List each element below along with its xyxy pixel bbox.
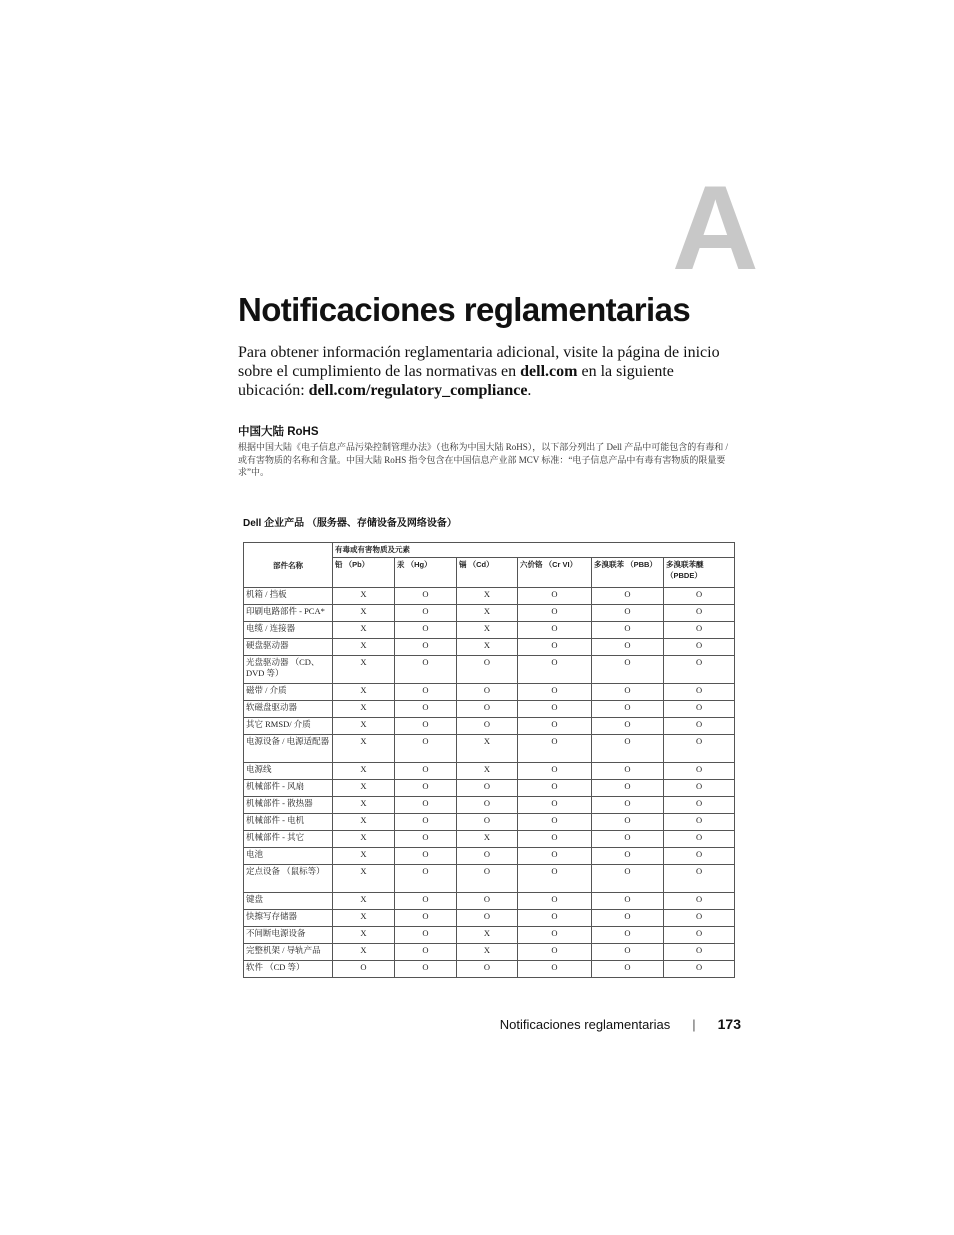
table-row — [244, 910, 735, 927]
part-name-cell: 机械部件 - 其它 — [244, 831, 333, 848]
substance-value-cell: O — [664, 944, 735, 961]
substance-value-cell: X — [457, 944, 518, 961]
substance-value-cell: O — [457, 961, 518, 978]
table-row — [244, 701, 735, 718]
part-name-cell: 机箱 / 挡板 — [244, 588, 333, 605]
substance-value-cell: X — [457, 735, 518, 763]
substance-value-cell: O — [664, 639, 735, 656]
substance-value-cell: O — [664, 910, 735, 927]
substance-value-cell: O — [592, 639, 664, 656]
substance-value-cell: O — [592, 927, 664, 944]
substance-value-cell: X — [457, 622, 518, 639]
substance-value-cell: O — [592, 831, 664, 848]
substance-value-cell: O — [592, 893, 664, 910]
substance-value-cell: O — [457, 656, 518, 684]
intro-text-1: Para obtener información reglamentaria adicional, visite la página de inicio sobre el cumplimiento de las normativas en — [238, 344, 720, 380]
substance-value-cell: X — [333, 944, 395, 961]
part-name-cell: 机械部件 - 风扇 — [244, 780, 333, 797]
substance-value-cell: X — [457, 927, 518, 944]
substance-value-cell: X — [457, 831, 518, 848]
substance-value-cell: X — [333, 701, 395, 718]
table-row — [244, 718, 735, 735]
substance-value-cell: O — [664, 865, 735, 893]
substance-value-cell: X — [333, 735, 395, 763]
substance-value-cell: O — [518, 848, 592, 865]
page-title: Notificaciones reglamentarias — [238, 291, 691, 328]
substance-value-cell: O — [457, 797, 518, 814]
substance-value-cell: O — [457, 848, 518, 865]
substance-value-cell: O — [518, 780, 592, 797]
substance-value-cell: O — [664, 893, 735, 910]
substance-value-cell: X — [333, 763, 395, 780]
substance-value-cell: O — [664, 763, 735, 780]
substance-value-cell: O — [518, 910, 592, 927]
substance-value-cell: X — [333, 684, 395, 701]
substance-value-cell: O — [518, 763, 592, 780]
page-number: 173 — [717, 1016, 741, 1032]
substance-value-cell: O — [518, 622, 592, 639]
substance-value-cell: O — [518, 639, 592, 656]
substance-value-cell: O — [395, 701, 457, 718]
substance-header: 六价铬 （Cr VI） — [518, 558, 592, 588]
rohs-substance-table — [243, 542, 735, 978]
substance-value-cell: O — [592, 718, 664, 735]
substance-value-cell: X — [333, 622, 395, 639]
substance-value-cell: O — [395, 865, 457, 893]
substance-value-cell: O — [592, 848, 664, 865]
substance-value-cell: O — [518, 927, 592, 944]
footer-section-name: Notificaciones reglamentarias — [499, 1017, 671, 1032]
substance-value-cell: X — [457, 639, 518, 656]
part-name-cell: 定点设备 （鼠标等） — [244, 865, 333, 893]
substance-value-cell: O — [333, 961, 395, 978]
substance-value-cell: O — [518, 588, 592, 605]
part-name-cell: 电缆 / 连接器 — [244, 622, 333, 639]
substance-value-cell: O — [518, 605, 592, 622]
substance-value-cell: O — [395, 622, 457, 639]
substance-value-cell: O — [395, 961, 457, 978]
substance-value-cell: O — [395, 927, 457, 944]
substance-header: 多溴联苯 （PBB） — [592, 558, 664, 588]
table-row — [244, 763, 735, 780]
part-name-cell: 软件 （CD 等） — [244, 961, 333, 978]
substance-value-cell: O — [518, 656, 592, 684]
substance-value-cell: O — [664, 735, 735, 763]
substance-value-cell: O — [395, 763, 457, 780]
substance-value-cell: O — [457, 910, 518, 927]
substance-header: 铅 （Pb） — [333, 558, 395, 588]
substance-value-cell: O — [592, 763, 664, 780]
substance-value-cell: O — [518, 944, 592, 961]
substance-header: 汞 （Hg） — [395, 558, 457, 588]
table-row — [244, 831, 735, 848]
part-name-cell: 印刷电路部件 - PCA* — [244, 605, 333, 622]
substance-value-cell: X — [333, 605, 395, 622]
substance-value-cell: O — [395, 656, 457, 684]
substance-value-cell: O — [664, 927, 735, 944]
substance-value-cell: O — [457, 780, 518, 797]
substance-value-cell: O — [592, 865, 664, 893]
intro-text-3: . — [527, 382, 532, 399]
part-name-cell: 键盘 — [244, 893, 333, 910]
substance-value-cell: O — [518, 735, 592, 763]
substance-value-cell: O — [518, 684, 592, 701]
intro-paragraph — [238, 343, 738, 400]
table-row — [244, 848, 735, 865]
substance-value-cell: O — [395, 910, 457, 927]
part-name-cell: 不间断电源设备 — [244, 927, 333, 944]
substance-value-cell: O — [395, 684, 457, 701]
substance-value-cell: O — [592, 605, 664, 622]
regulatory-compliance-link[interactable]: dell.com/regulatory_compliance — [308, 382, 528, 399]
substances-group-header: 有毒或有害物质及元素 — [333, 543, 735, 558]
substance-value-cell: O — [592, 684, 664, 701]
part-name-cell: 硬盘驱动器 — [244, 639, 333, 656]
substance-value-cell: O — [457, 893, 518, 910]
substance-header: 多溴联苯醚 （PBDE） — [664, 558, 735, 588]
substance-value-cell: O — [664, 797, 735, 814]
footer-separator: | — [692, 1017, 696, 1032]
substance-value-cell: X — [333, 780, 395, 797]
substance-value-cell: X — [333, 927, 395, 944]
substance-value-cell: O — [518, 718, 592, 735]
dell-com-link[interactable]: dell.com — [520, 363, 578, 380]
part-name-cell: 完整机架 / 导轨产品 — [244, 944, 333, 961]
rohs-description: 根据中国大陆《电子信息产品污染控制管理办法》（也称为中国大陆 RoHS），以下部分列出了 Dell 产品中可能包含的有毒和 / 或有害物质的名称和含量。中国大陆 RoHS 指令包含在中国信息产业部 MCV 标准：“电子信息产品中有毒有害物质的限量要求”中。 — [238, 442, 729, 477]
substance-value-cell: O — [395, 639, 457, 656]
part-name-cell: 电源线 — [244, 763, 333, 780]
part-name-cell: 光盘驱动器 （CD、 DVD 等） — [244, 656, 333, 684]
table-row — [244, 622, 735, 639]
table-row — [244, 588, 735, 605]
substance-value-cell: X — [333, 656, 395, 684]
substance-value-cell: O — [664, 684, 735, 701]
substance-value-cell: X — [333, 718, 395, 735]
part-name-header: 部件名称 — [244, 543, 333, 588]
substance-value-cell: O — [395, 893, 457, 910]
substance-value-cell: O — [664, 701, 735, 718]
substance-value-cell: O — [457, 701, 518, 718]
substance-value-cell: O — [518, 831, 592, 848]
product-table-title: Dell 企业产品 （服务器、存储设备及网络设备） — [243, 518, 457, 529]
substance-value-cell: O — [592, 910, 664, 927]
substance-value-cell: O — [395, 814, 457, 831]
substance-value-cell: O — [518, 961, 592, 978]
substance-value-cell: X — [333, 797, 395, 814]
substance-value-cell: O — [592, 588, 664, 605]
table-row — [244, 961, 735, 978]
table-row — [244, 684, 735, 701]
part-name-cell: 其它 RMSD/ 介质 — [244, 718, 333, 735]
substance-value-cell: O — [664, 622, 735, 639]
table-row — [244, 865, 735, 893]
part-name-cell: 电源设备 / 电源适配器 — [244, 735, 333, 763]
table-row — [244, 814, 735, 831]
substance-value-cell: O — [592, 944, 664, 961]
substance-value-cell: O — [395, 797, 457, 814]
table-row — [244, 944, 735, 961]
substance-value-cell: X — [333, 893, 395, 910]
substance-value-cell: O — [592, 656, 664, 684]
substance-value-cell: O — [592, 961, 664, 978]
substance-value-cell: O — [395, 780, 457, 797]
substance-value-cell: X — [333, 814, 395, 831]
substance-value-cell: X — [457, 605, 518, 622]
substance-value-cell: O — [457, 865, 518, 893]
substance-value-cell: O — [664, 588, 735, 605]
substance-value-cell: X — [333, 910, 395, 927]
substance-value-cell: O — [457, 684, 518, 701]
substance-value-cell: O — [592, 735, 664, 763]
substance-value-cell: O — [518, 893, 592, 910]
substance-value-cell: O — [592, 780, 664, 797]
substance-value-cell: O — [664, 848, 735, 865]
substance-value-cell: O — [518, 814, 592, 831]
substance-value-cell: O — [518, 701, 592, 718]
intro-text-2: en la siguiente ubicación: — [238, 363, 674, 399]
substance-value-cell: O — [592, 701, 664, 718]
substance-value-cell: O — [395, 848, 457, 865]
part-name-cell: 软磁盘驱动器 — [244, 701, 333, 718]
substance-value-cell: O — [592, 814, 664, 831]
table-row — [244, 780, 735, 797]
substance-value-cell: X — [457, 763, 518, 780]
part-name-cell: 电池 — [244, 848, 333, 865]
substance-value-cell: O — [457, 814, 518, 831]
table-row — [244, 735, 735, 763]
part-name-cell: 机械部件 - 散热器 — [244, 797, 333, 814]
substance-value-cell: O — [395, 944, 457, 961]
substance-value-cell: O — [457, 718, 518, 735]
table-row — [244, 927, 735, 944]
substance-value-cell: X — [333, 831, 395, 848]
substance-value-cell: O — [664, 718, 735, 735]
substance-value-cell: X — [333, 639, 395, 656]
substance-value-cell: O — [664, 605, 735, 622]
rohs-heading: 中国大陆 RoHS — [238, 426, 319, 438]
substance-value-cell: X — [333, 865, 395, 893]
table-row — [244, 893, 735, 910]
chapter-letter: A — [672, 161, 757, 295]
table-row — [244, 639, 735, 656]
substance-value-cell: O — [592, 797, 664, 814]
substance-header: 镉 （Cd） — [457, 558, 518, 588]
part-name-cell: 机械部件 - 电机 — [244, 814, 333, 831]
substance-value-cell: X — [333, 588, 395, 605]
part-name-cell: 磁带 / 介质 — [244, 684, 333, 701]
table-row — [244, 797, 735, 814]
substance-value-cell: O — [395, 718, 457, 735]
substance-value-cell: O — [395, 735, 457, 763]
page-footer — [440, 1016, 741, 1032]
table-row — [244, 605, 735, 622]
substance-value-cell: O — [518, 865, 592, 893]
substance-value-cell: X — [457, 588, 518, 605]
table-body — [244, 588, 735, 978]
substance-value-cell: O — [518, 797, 592, 814]
table-row — [244, 656, 735, 684]
substance-value-cell: O — [664, 656, 735, 684]
substance-value-cell: O — [664, 814, 735, 831]
substance-value-cell: O — [395, 605, 457, 622]
substance-value-cell: O — [592, 622, 664, 639]
substance-value-cell: X — [333, 848, 395, 865]
substance-value-cell: O — [664, 831, 735, 848]
substance-value-cell: O — [664, 961, 735, 978]
substance-value-cell: O — [395, 831, 457, 848]
substance-value-cell: O — [664, 780, 735, 797]
substance-value-cell: O — [395, 588, 457, 605]
part-name-cell: 快擦写存储器 — [244, 910, 333, 927]
